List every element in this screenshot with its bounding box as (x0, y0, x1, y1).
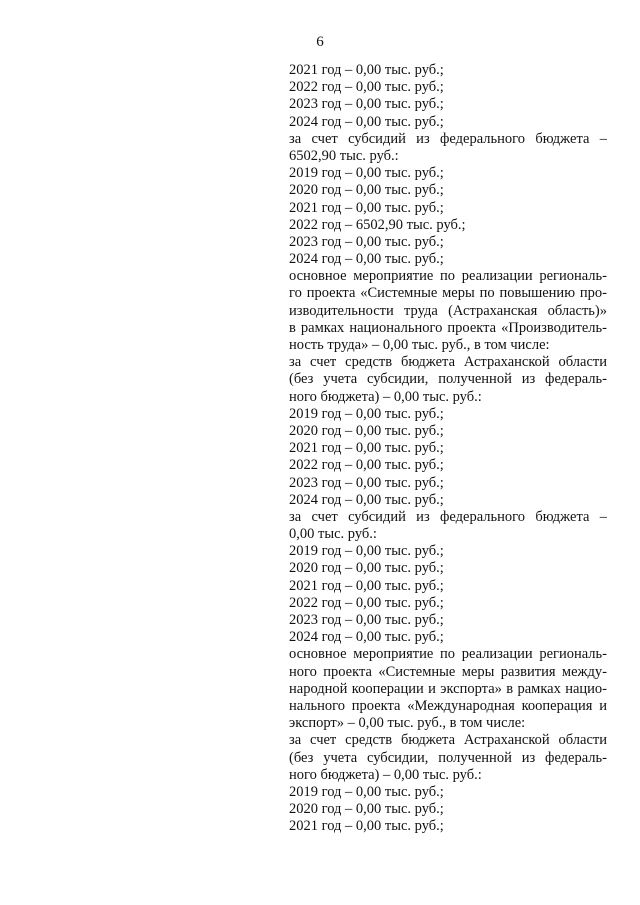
text-line: за счет субсидий из федерального бюджета – (289, 508, 607, 525)
text-line: 2021 год – 0,00 тыс. руб.; (289, 62, 444, 78)
text-line: народной кооперации и экспорта» в рамках нацио- (289, 680, 607, 697)
text-line: ность труда» – 0,00 тыс. руб., в том числе: (289, 337, 550, 353)
text-line: за счет средств бюджета Астраханской области (289, 732, 607, 749)
text-line: 2019 год – 0,00 тыс. руб.; (289, 543, 444, 560)
text-line: 2020 год – 0,00 тыс. руб.; (289, 182, 444, 199)
text-line: в рамках национального проекта «Производитель- (289, 319, 607, 336)
text-line: 2019 год – 0,00 тыс. руб.; (289, 783, 444, 800)
text-line: 2024 год – 0,00 тыс. руб.; (289, 629, 444, 646)
text-line: 2023 год – 0,00 тыс. руб.; (289, 612, 444, 628)
text-line: основное мероприятие по реализации региональ- (289, 646, 607, 663)
text-line: 6502,90 тыс. руб.: (289, 147, 399, 164)
text-line: 2022 год – 6502,90 тыс. руб.; (289, 216, 466, 233)
text-line: 2024 год – 0,00 тыс. руб.; (289, 491, 444, 508)
text-line: 2019 год – 0,00 тыс. руб.; (289, 165, 444, 182)
text-line: изводительности труда (Астраханская область)» (289, 302, 607, 319)
text-line: 2024 год – 0,00 тыс. руб.; (289, 251, 444, 268)
text-line: 2023 год – 0,00 тыс. руб.; (289, 96, 444, 113)
text-line: за счет средств бюджета Астраханской области (289, 354, 607, 371)
text-line: 2020 год – 0,00 тыс. руб.; (289, 801, 444, 818)
text-line: 2024 год – 0,00 тыс. руб.; (289, 113, 444, 130)
text-line: 2023 год – 0,00 тыс. руб.; (289, 233, 444, 250)
text-line: за счет субсидий из федерального бюджета – (289, 130, 607, 147)
text-line: 0,00 тыс. руб.: (289, 526, 377, 543)
text-line: ного проекта «Системные меры развития между- (289, 663, 607, 680)
text-line: (без учета субсидии, полученной из федераль- (289, 749, 607, 766)
text-line: основное мероприятие по реализации региональ- (289, 268, 607, 285)
text-line: 2020 год – 0,00 тыс. руб.; (289, 560, 444, 577)
text-line: нального проекта «Международная кооперация и (289, 697, 607, 714)
text-line: ного бюджета) – 0,00 тыс. руб.: (289, 388, 482, 405)
text-line: экспорт» – 0,00 тыс. руб., в том числе: (289, 715, 526, 732)
text-line: 2023 год – 0,00 тыс. руб.; (289, 474, 444, 491)
text-line: ного бюджета) – 0,00 тыс. руб.: (289, 766, 482, 783)
document-body (289, 62, 607, 835)
text-line: 2021 год – 0,00 тыс. руб.; (289, 199, 444, 216)
text-line: го проекта «Системные меры по повышению про- (289, 285, 607, 302)
text-line: 2021 год – 0,00 тыс. руб.; (289, 440, 444, 457)
page-number: 6 (316, 34, 324, 50)
text-line: 2022 год – 0,00 тыс. руб.; (289, 594, 444, 611)
text-line: 2022 год – 0,00 тыс. руб.; (289, 79, 444, 96)
text-line: 2022 год – 0,00 тыс. руб.; (289, 457, 444, 474)
text-line: 2021 год – 0,00 тыс. руб.; (289, 577, 444, 594)
text-line: 2021 год – 0,00 тыс. руб.; (289, 818, 444, 835)
text-line: 2020 год – 0,00 тыс. руб.; (289, 422, 444, 439)
text-line: 2019 год – 0,00 тыс. руб.; (289, 405, 444, 422)
text-line: (без учета субсидии, полученной из федераль- (289, 371, 607, 388)
